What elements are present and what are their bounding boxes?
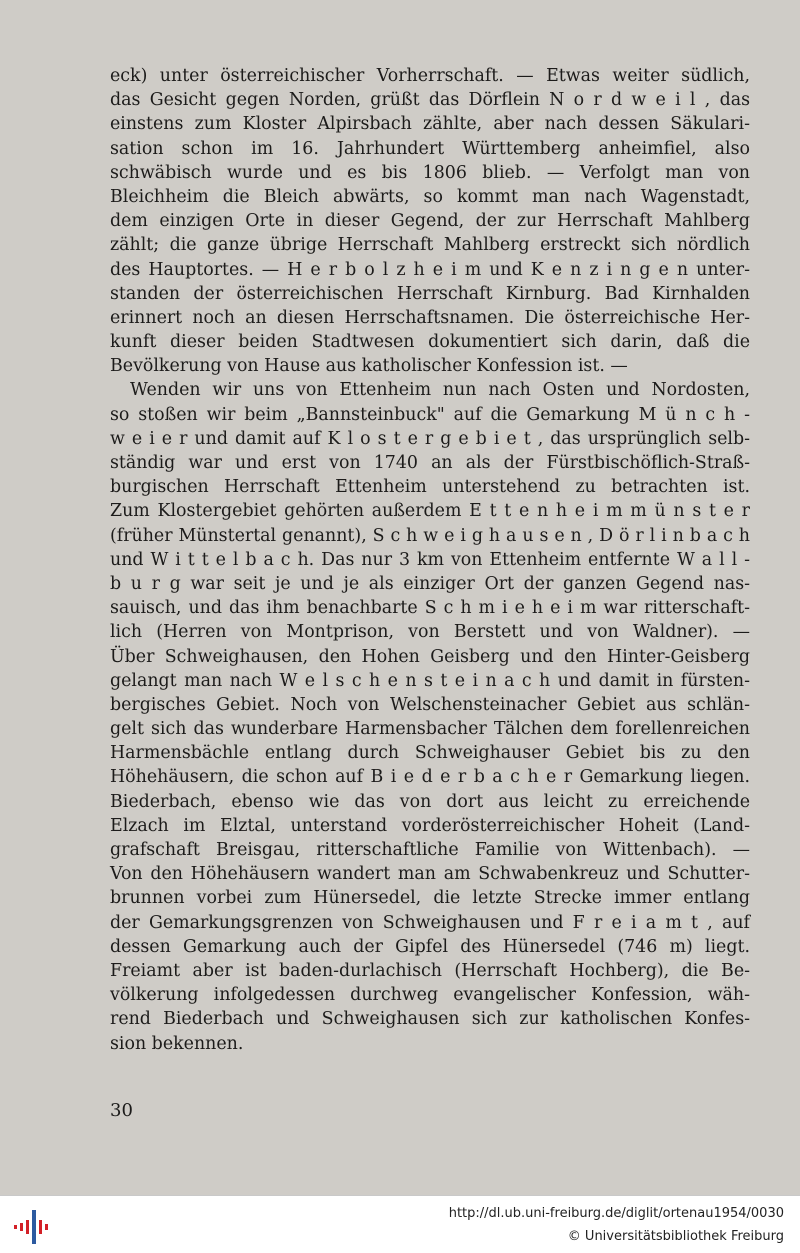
logo-bar xyxy=(32,1210,36,1244)
text-line: lich (Herren von Montprison, von Berstett und von Waldner). — xyxy=(110,622,750,643)
text-line: sion bekennen. xyxy=(110,1033,244,1054)
text-line: standen der österreichischen Herrschaft Kirnburg. Bad Kirnhalden xyxy=(110,283,750,304)
text-line: ständig war und erst von 1740 an als der Fürstbischöflich-Straß- xyxy=(110,453,750,473)
text-line: bergisches Gebiet. Noch von Welschensteinacher Gebiet aus schlän- xyxy=(110,694,750,715)
text-line: und W i t t e l b a c h. Das nur 3 km von Ettenheim entfernte W a l l - xyxy=(110,549,750,570)
text-line: sauisch, und das ihm benachbarte S c h m i e h e i m war ritterschaft- xyxy=(110,598,750,619)
footer-bar xyxy=(0,1196,800,1253)
logo-bar xyxy=(39,1220,42,1234)
ub-freiburg-logo-icon xyxy=(12,1208,50,1246)
text-line: brunnen vorbei zum Hünersedel, die letzte Strecke immer entlang xyxy=(110,888,750,909)
text-line: Elzach im Elztal, unterstand vorderösterreichischer Hoheit (Land- xyxy=(110,815,750,836)
text-line: erinnert noch an diesen Herrschaftsnamen. Die österreichische Her- xyxy=(110,307,750,328)
text-line: Von den Höhehäusern wandert man am Schwabenkreuz und Schutter- xyxy=(110,864,750,885)
text-line: (früher Münstertal genannt), S c h w e i g h a u s e n , D ö r l i n b a c h xyxy=(110,525,750,546)
text-line: zählt; die ganze übrige Herrschaft Mahlberg erstreckt sich nördlich xyxy=(110,235,750,256)
copyright-text: © Universitätsbibliothek Freiburg xyxy=(567,1229,784,1244)
text-line: einstens zum Kloster Alpirsbach zählte, aber nach dessen Säkulari- xyxy=(110,114,750,135)
text-line: Über Schweighausen, den Hohen Geisberg und den Hinter-Geisberg xyxy=(110,646,750,667)
logo-bar xyxy=(45,1224,48,1230)
text-line: Bevölkerung von Hause aus katholischer Konfession ist. — xyxy=(110,356,628,377)
text-line: schwäbisch wurde und es bis 1806 blieb. — Verfolgt man von xyxy=(110,162,750,183)
text-line: der Gemarkungsgrenzen von Schweighausen und F r e i a m t , auf xyxy=(110,912,750,933)
text-line: rend Biederbach und Schweighausen sich zur katholischen Konfes- xyxy=(110,1009,750,1030)
logo-bar xyxy=(26,1220,29,1234)
text-line: so stoßen wir beim „Bannsteinbuck" auf die Gemarkung M ü n c h - xyxy=(110,404,750,425)
text-line: völkerung infolgedessen durchweg evangelischer Konfession, wäh- xyxy=(110,985,750,1006)
source-url-link[interactable]: http://dl.ub.uni-freiburg.de/diglit/ortenau1954/0030 xyxy=(448,1206,784,1221)
page-number: 30 xyxy=(110,1100,133,1121)
logo-bar xyxy=(14,1225,17,1229)
text-line: w e i e r und damit auf K l o s t e r g e b i e t , das ursprünglich selb- xyxy=(110,428,750,449)
text-line: burgischen Herrschaft Ettenheim unterstehend zu betrachten ist. xyxy=(110,477,750,498)
text-line: sation schon im 16. Jahrhundert Württemberg anheimfiel, also xyxy=(110,138,750,159)
text-line: Freiamt aber ist baden-durlachisch (Herrschaft Hochberg), die Be- xyxy=(110,960,750,981)
text-line: Harmensbächle entlang durch Schweighauser Gebiet bis zu den xyxy=(110,743,750,764)
page-text xyxy=(110,64,750,1056)
text-line: grafschaft Breisgau, ritterschaftliche Familie von Wittenbach). — xyxy=(110,840,750,860)
text-line: eck) unter österreichischer Vorherrschaft. — Etwas weiter südlich, xyxy=(110,66,750,86)
text-line: Höhehäusern, die schon auf B i e d e r b a c h e r Gemarkung liegen. xyxy=(110,767,750,788)
text-line: Bleichheim die Bleich abwärts, so kommt man nach Wagenstadt, xyxy=(110,186,750,207)
text-line: gelangt man nach W e l s c h e n s t e i n a c h und damit in fürsten- xyxy=(110,670,750,691)
text-line: Zum Klostergebiet gehörten außerdem E t t e n h e i m m ü n s t e r xyxy=(110,501,750,522)
text-line: kunft dieser beiden Stadtwesen dokumentiert sich darin, daß die xyxy=(110,332,750,353)
text-line: des Hauptortes. — H e r b o l z h e i m und K e n z i n g e n unter- xyxy=(110,259,750,280)
text-line: dem einzigen Orte in dieser Gegend, der zur Herrschaft Mahlberg xyxy=(110,211,750,232)
text-line: dessen Gemarkung auch der Gipfel des Hünersedel (746 m) liegt. xyxy=(110,936,750,957)
text-line: das Gesicht gegen Norden, grüßt das Dörflein N o r d w e i l , das xyxy=(110,90,750,111)
text-line: gelt sich das wunderbare Harmensbacher Tälchen dem forellenreichen xyxy=(110,719,750,740)
logo-bar xyxy=(20,1223,23,1231)
text-line: Biederbach, ebenso wie das von dort aus leicht zu erreichende xyxy=(110,791,750,812)
text-line: b u r g war seit je und je als einziger Ort der ganzen Gegend nas- xyxy=(110,573,750,594)
text-line: Wenden wir uns von Ettenheim nun nach Osten und Nordosten, xyxy=(130,380,750,401)
